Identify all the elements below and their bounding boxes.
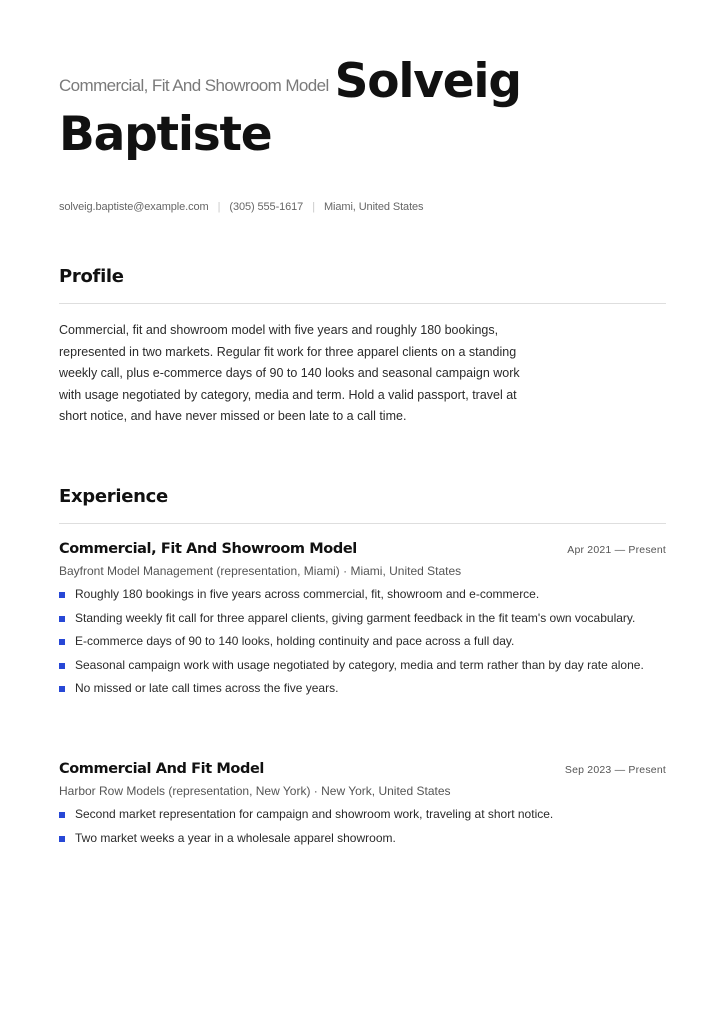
job-header [59,541,666,561]
bullet-text: Standing weekly fit call for three apparel clients, giving garment feedback in the fit team's own vocabulary. [75,610,636,625]
bullet-item [59,586,666,604]
bullet-marker [59,592,65,598]
bullet-item [59,633,666,651]
section-divider [59,523,666,524]
bullet-text: Roughly 180 bookings in five years across commercial, fit, showroom and e-commerce. [75,587,540,601]
first-name: Solveig [334,54,521,109]
bullet-text: Two market weeks a year in a wholesale apparel showroom. [75,830,396,845]
job-dates: Sep 2023 — Present [564,764,666,776]
job-bullets [59,586,666,698]
name-block [59,54,679,162]
bullet-marker [59,812,65,818]
last-name: Baptiste [59,107,272,162]
experience-entry [59,541,666,704]
contact-line [59,201,423,213]
bullet-text: No missed or late call times across the five years. [75,681,339,695]
bullet-marker [59,663,65,669]
job-organization: Harbor Row Models (representation, New York) · New York, United States [59,784,451,798]
bullet-text: Seasonal campaign work with usage negotiated by category, media and term rather than by day rate alone. [75,657,644,672]
contact-email: solveig.baptiste@example.com [59,201,209,213]
contact-separator: | [217,201,221,213]
job-title: Commercial, Fit And Showroom Model [59,541,357,557]
bullet-marker [59,836,65,842]
bullet-item [59,830,666,848]
bullet-text: Second market representation for campaign and showroom work, traveling at short notice. [75,807,554,821]
job-organization: Bayfront Model Management (representation, Miami) · Miami, United States [59,564,462,578]
experience-entry [59,761,666,853]
contact-location: Miami, United States [323,201,424,213]
bullet-marker [59,686,65,692]
headline: Commercial, Fit And Showroom Model [59,76,329,95]
section-title-profile: Profile [59,266,124,287]
contact-phone: (305) 555-1617 [229,201,304,213]
bullet-marker [59,639,65,645]
job-dates: Apr 2021 — Present [567,544,666,556]
job-bullets [59,806,666,847]
job-title: Commercial And Fit Model [59,761,264,777]
bullet-text: E-commerce days of 90 to 140 looks, holding continuity and pace across a full day. [75,634,515,648]
bullet-marker [59,616,65,622]
contact-separator: | [312,201,315,213]
section-title-experience: Experience [59,486,168,507]
job-header [59,761,666,781]
bullet-item [59,806,666,824]
bullet-item [59,657,666,675]
section-divider [59,303,666,304]
bullet-item [59,610,666,628]
profile-summary: Commercial, fit and showroom model with five years and roughly 180 bookings, represented in two markets. Regular fit work for three apparel clients on a standing weekly call, plus e-commerce days of 90 to 140 looks and seasonal campaign work with usage negotiated by category, media and term. Hold a valid passport, travel at short notice, and have never missed or been late to a call time. [59,323,520,423]
bullet-item [59,680,666,698]
